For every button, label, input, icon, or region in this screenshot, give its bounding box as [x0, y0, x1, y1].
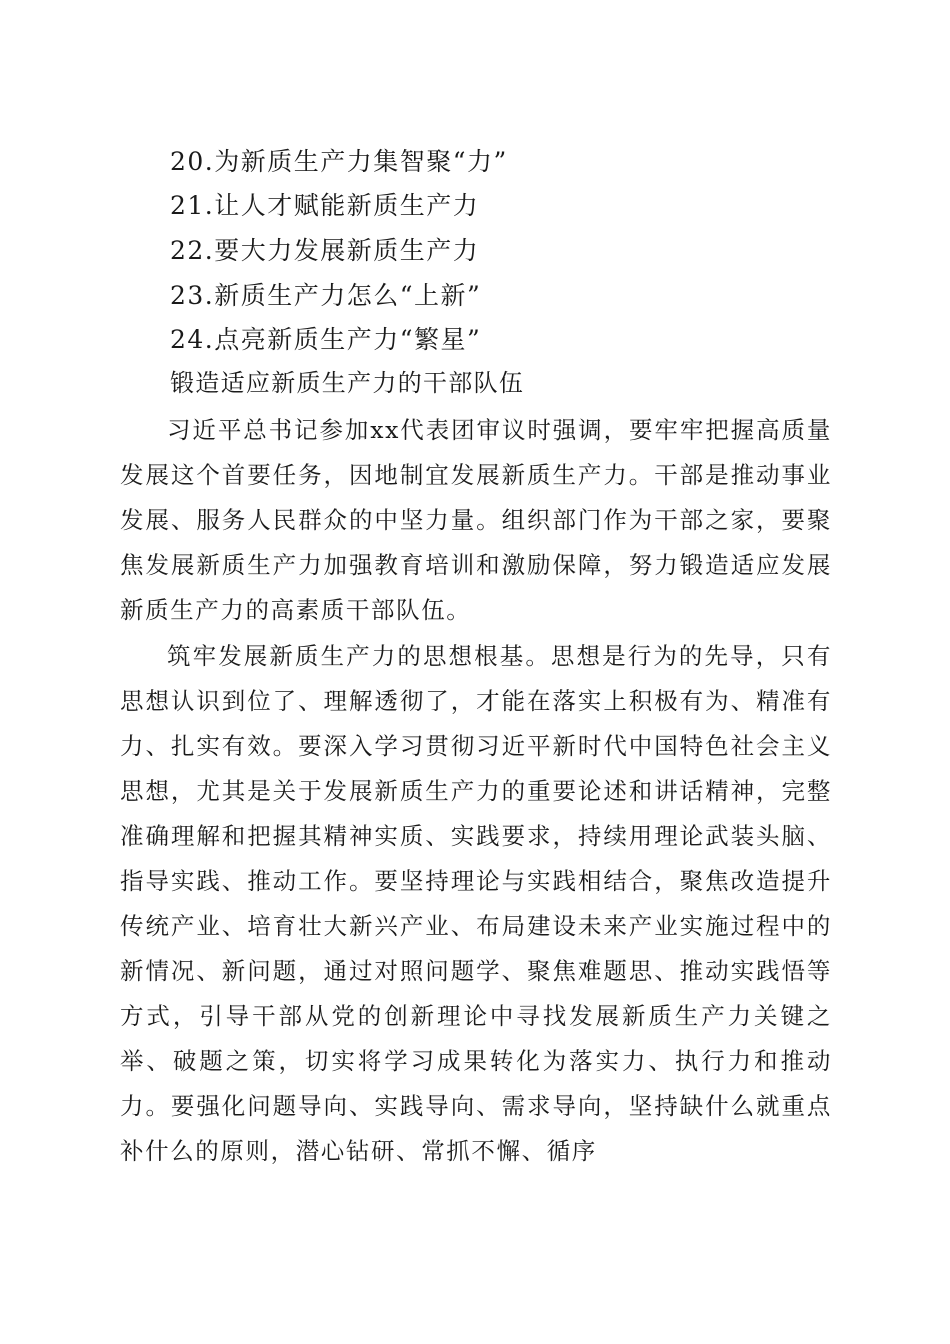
- section-title: 锻造适应新质生产力的干部队伍: [170, 369, 525, 397]
- paragraph-thought-foundation: 筑牢发展新质生产力的思想根基。思想是行为的先导，只有思想认识到位了、理解透彻了，才能在落实上积极有为、精准有力、扎实有效。要深入学习贯彻习近平新时代中国特色社会主义思想，尤其是关于发展新质生产力的重要论述和讲话精神，完整准确理解和把握其精神实质、实践要求，持续用理论武装头脑、指导实践、推动工作。要坚持理论与实践相结合，聚焦改造提升传统产业、培育壮大新兴产业、布局建设未来产业实施过程中的新情况、新问题，通过对照问题学、聚焦难题思、推动实践悟等方式，引导干部从党的创新理论中寻找发展新质生产力关键之举、破题之策，切实将学习成果转化为落实力、执行力和推动力。要强化问题导向、实践导向、需求导向，坚持缺什么就重点补什么的原则，潜心钻研、常抓不懈、循序: [120, 642, 832, 1165]
- list-item-21: 21.让人才赋能新质生产力: [170, 191, 480, 220]
- list-item-23: 23.新质生产力怎么“上新”: [170, 281, 482, 310]
- list-item-22: 22.要大力发展新质生产力: [170, 236, 480, 265]
- list-item-24: 24.点亮新质生产力“繁星”: [170, 325, 482, 354]
- list-item-20: 20.为新质生产力集智聚“力”: [170, 147, 508, 176]
- paragraph-intro: 习近平总书记参加xx代表团审议时强调，要牢牢把握高质量发展这个首要任务，因地制宜发展新质生产力。干部是推动事业发展、服务人民群众的中坚力量。组织部门作为干部之家，要聚焦发展新质生产力加强教育培训和激励保障，努力锻造适应发展新质生产力的高素质干部队伍。: [120, 416, 832, 624]
